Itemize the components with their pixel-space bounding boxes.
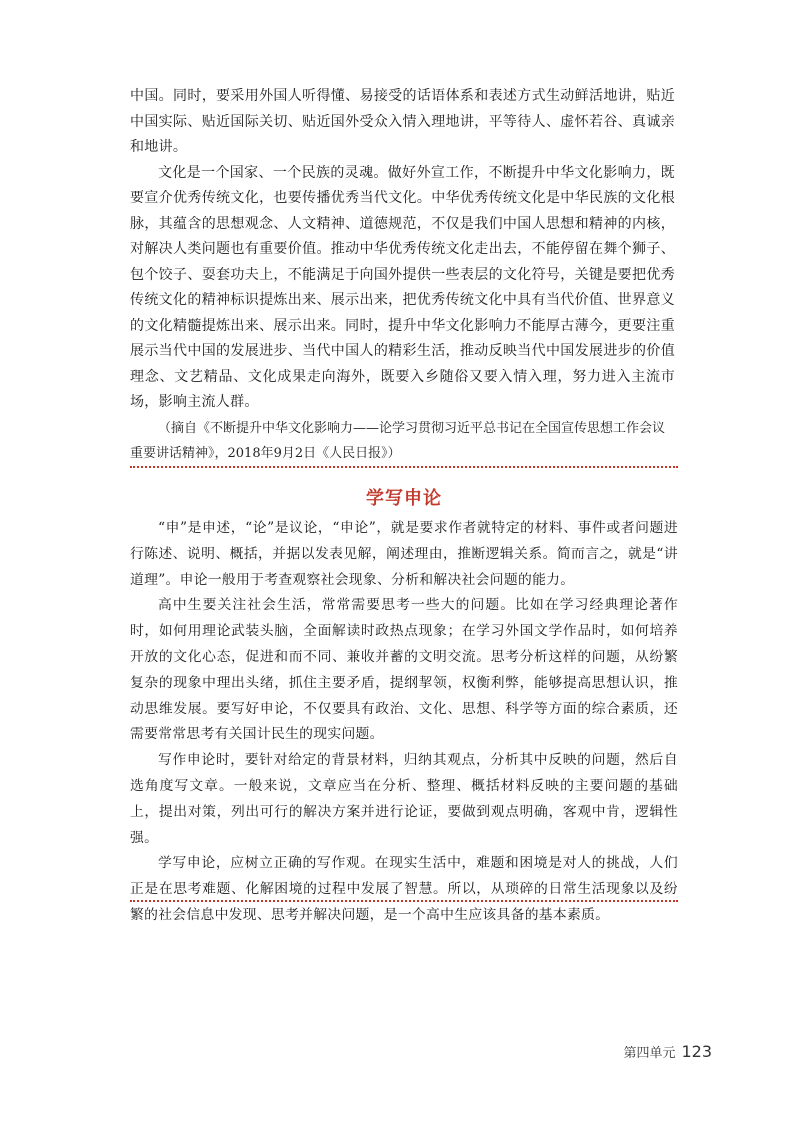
section-body [130, 516, 678, 929]
section-paragraph: 高中生要关注社会生活，常常需要思考一些大的问题。比如在学习经典理论著作时，如何用理论武装头脑，全面解读时政热点现象；在学习外国文学作品时，如何培养开放的文化心态，促进和而不同、兼收并蓄的文明交流。思考分析这样的问题，从纷繁复杂的现象中理出头绪，抓住主要矛盾，提纲挈领，权衡利弊，能够提高思想认识，推动思维发展。要写好申论，不仅要具有政治、文化、思想、科学等方面的综合素质，还需要常常思考有关国计民生的现实问题。 [130, 597, 678, 743]
article-source-citation: （摘自《不断提升中华文化影响力——论学习贯彻习近平总书记在全国宣传思想工作会议重要讲话精神》，2018年9月2日《人民日报》） [130, 420, 666, 461]
section-paragraph: 写作申论时，要针对给定的背景材料，归纳其观点，分析其中反映的问题，然后自选角度写文章。一般来说，文章应当在分析、整理、概括材料反映的主要问题的基础上，提出对策，列出可行的解决方案并进行论证，要做到观点明确，客观中肯，逻辑性强。 [130, 752, 678, 846]
section-paragraph: “申”是申述，“论”是议论，“申论”，就是要求作者就特定的材料、事件或者问题进行陈述、说明、概括，并据以发表见解，阐述理由，推断逻辑关系。简而言之，就是“讲道理”。申论一般用于考查观察社会现象、分析和解决社会问题的能力。 [130, 520, 678, 588]
unit-label: 第四单元 [623, 1046, 676, 1061]
section-divider-top [130, 466, 678, 468]
section-paragraph: 学写申论，应树立正确的写作观。在现实生活中，难题和困境是对人的挑战，人们正是在思考难题、化解困境的过程中发展了智慧。所以，从琐碎的日常生活现象以及纷繁的社会信息中发现、思考并解决问题，是一个高中生应该具备的基本素质。 [130, 855, 678, 923]
section-divider-bottom [130, 900, 678, 902]
article-excerpt [130, 84, 675, 467]
section-title: 学写申论 [366, 488, 442, 509]
page-footer [623, 1042, 712, 1061]
page-number: 123 [681, 1042, 712, 1061]
article-paragraph-continued: 中国。同时，要采用外国人听得懂、易接受的话语体系和表述方式生动鲜活地讲，贴近中国实际、贴近国际关切、贴近国外受众入情入理地讲，平等待人、虚怀若谷、真诚亲和地讲。 [130, 88, 675, 155]
article-paragraph-culture: 文化是一个国家、一个民族的灵魂。做好外宣工作，不断提升中华文化影响力，既要宣介优秀传统文化，也要传播优秀当代文化。中华优秀传统文化是中华民族的文化根脉，其蕴含的思想观念、人文精神、道德规范，不仅是我们中国人思想和精神的内核，对解决人类问题也有重要价值。推动中华优秀传统文化走出去，不能停留在舞个狮子、包个饺子、耍套功夫上，不能满足于向国外提供一些表层的文化符号，关键是要把优秀传统文化的精神标识提炼出来、展示出来，把优秀传统文化中具有当代价值、世界意义的文化精髓提炼出来、展示出来。同时，提升中华文化影响力不能厚古薄今，更要注重展示当代中国的发展进步、当代中国人的精彩生活，推动反映当代中国发展进步的价值理念、文艺精品、文化成果走向海外，既要入乡随俗又要入情入理，努力进入主流市场，影响主流人群。 [130, 164, 675, 410]
